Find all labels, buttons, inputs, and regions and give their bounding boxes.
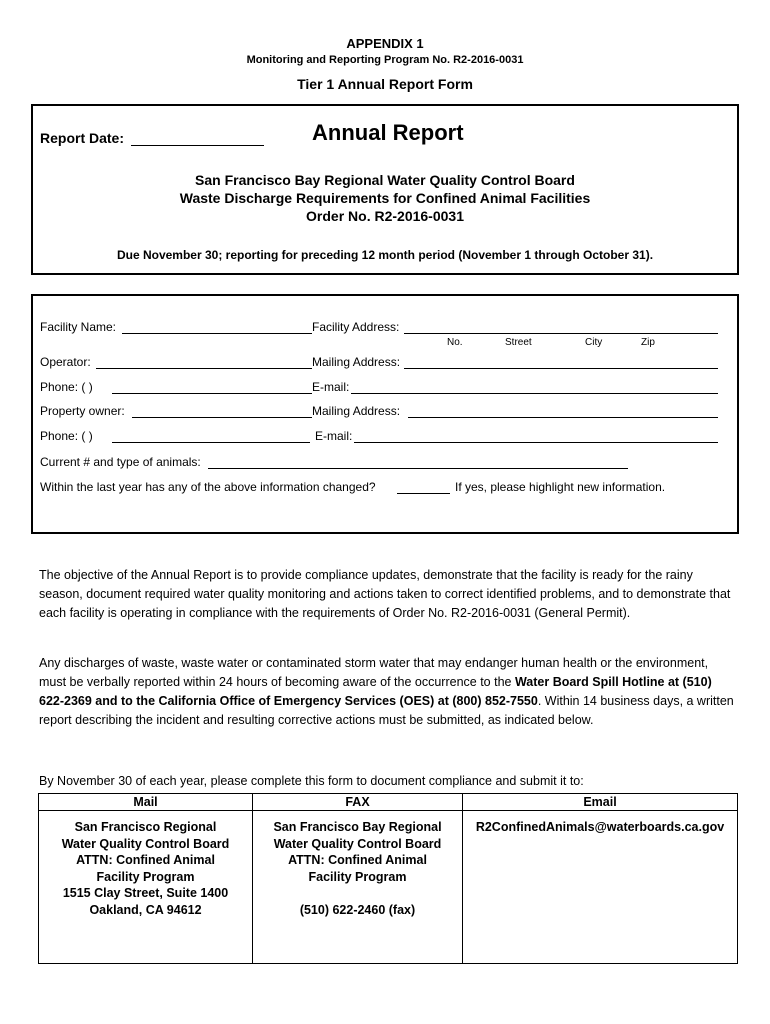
- report-date-label: Report Date:: [40, 130, 125, 146]
- mailing-address-label: Mailing Address:: [312, 355, 401, 369]
- email-cell: [463, 811, 738, 964]
- owner-phone-field[interactable]: [112, 429, 310, 443]
- board-name: San Francisco Bay Regional Water Quality Control Board: [195, 172, 575, 188]
- phone-label: Phone: ( ): [40, 380, 93, 394]
- fax-line: ATTN: Confined Animal: [288, 853, 427, 867]
- objective-paragraph: The objective of the Annual Report is to provide compliance updates, demonstrate that the facility is ready for the rainy season, document required water quality monitoring and actions taken to correct identified problems, and to demonstrate that each facility is operating in compliance with the requirements of Order No. R2-2016-0031 (General Permit).: [39, 568, 731, 620]
- form-title: Tier 1 Annual Report Form: [297, 76, 473, 92]
- fax-number: (510) 622-2460 (fax): [299, 902, 416, 917]
- email-header: Email: [463, 794, 738, 811]
- fax-line: Facility Program: [308, 869, 407, 884]
- mail-line: San Francisco Regional: [74, 820, 217, 834]
- annual-report-title: Annual Report: [312, 120, 464, 145]
- report-date-field[interactable]: [131, 130, 264, 146]
- owner-mailing-address-label: Mailing Address:: [312, 404, 401, 418]
- operator-field[interactable]: [96, 355, 312, 369]
- info-changed-note: If yes, please highlight new information.: [455, 480, 666, 494]
- address-zip-label: Zip: [641, 337, 655, 348]
- operator-email-field[interactable]: [351, 380, 718, 394]
- property-owner-field[interactable]: [132, 404, 312, 418]
- facility-name-label: Facility Name:: [40, 320, 117, 334]
- fax-line: San Francisco Bay Regional: [273, 820, 442, 834]
- operator-label: Operator:: [40, 355, 91, 369]
- info-changed-question: Within the last year has any of the above information changed?: [40, 480, 376, 494]
- mail-header: Mail: [39, 794, 253, 811]
- appendix-heading: APPENDIX 1: [346, 36, 424, 51]
- facility-address-label: Facility Address:: [312, 320, 400, 334]
- mail-line: 1515 Clay Street, Suite 1400: [62, 886, 229, 900]
- operator-phone-field[interactable]: [112, 380, 312, 394]
- operator-mailing-address-field[interactable]: [404, 355, 718, 369]
- submission-table: [38, 793, 738, 964]
- mail-line: Oakland, CA 94612: [89, 902, 202, 917]
- address-city-label: City: [585, 337, 603, 348]
- fax-spacer: [254, 885, 461, 902]
- address-street-label: Street: [505, 337, 532, 348]
- owner-email-label: E-mail:: [315, 429, 353, 443]
- requirements-title: Waste Discharge Requirements for Confined Animal Facilities: [179, 190, 591, 206]
- owner-email-field[interactable]: [354, 429, 718, 443]
- info-changed-field[interactable]: [397, 480, 450, 494]
- discharge-text-a: Any discharges of waste, waste water or contaminated storm water that may endanger human health or the environment, must be verbally reported within 24 hours of becoming aware of the occurrence to the: [39, 656, 709, 689]
- spill-hotline-text: Water Board Spill Hotline at (510) 622-2369 and to the California Office of Emergency Services (OES) at (800) 852-7550: [39, 675, 712, 708]
- discharge-paragraph: [39, 654, 736, 730]
- mail-line: Facility Program: [96, 869, 195, 884]
- mail-line: Water Quality Control Board: [61, 836, 230, 851]
- mail-address-cell: [39, 811, 253, 964]
- fax-line: Water Quality Control Board: [273, 836, 442, 851]
- mail-line: ATTN: Confined Animal: [76, 853, 215, 867]
- fax-cell: [253, 811, 463, 964]
- animals-label: Current # and type of animals:: [40, 455, 201, 469]
- owner-mailing-address-field[interactable]: [408, 404, 718, 418]
- submission-paragraph: By November 30 of each year, please complete this form to document compliance and submit it to:: [39, 774, 584, 788]
- owner-phone-label: Phone: ( ): [40, 429, 93, 443]
- order-number: Order No. R2-2016-0031: [306, 208, 464, 224]
- due-date-note: Due November 30; reporting for preceding 12 month period (November 1 through October 31).: [116, 248, 654, 262]
- facility-address-field[interactable]: [404, 320, 718, 334]
- fax-header: FAX: [253, 794, 463, 811]
- property-owner-label: Property owner:: [40, 404, 125, 418]
- animals-field[interactable]: [208, 455, 628, 469]
- email-address[interactable]: R2ConfinedAnimals@waterboards.ca.gov: [475, 820, 725, 834]
- facility-name-field[interactable]: [122, 320, 312, 334]
- email-label: E-mail:: [312, 380, 350, 394]
- discharge-text-b: . Within 14 business days, a written report describing the incident and resulting corrective actions must be submitted, as indicated below.: [39, 694, 734, 727]
- program-heading: Monitoring and Reporting Program No. R2-2016-0031: [246, 54, 524, 66]
- address-no-label: No.: [447, 337, 463, 348]
